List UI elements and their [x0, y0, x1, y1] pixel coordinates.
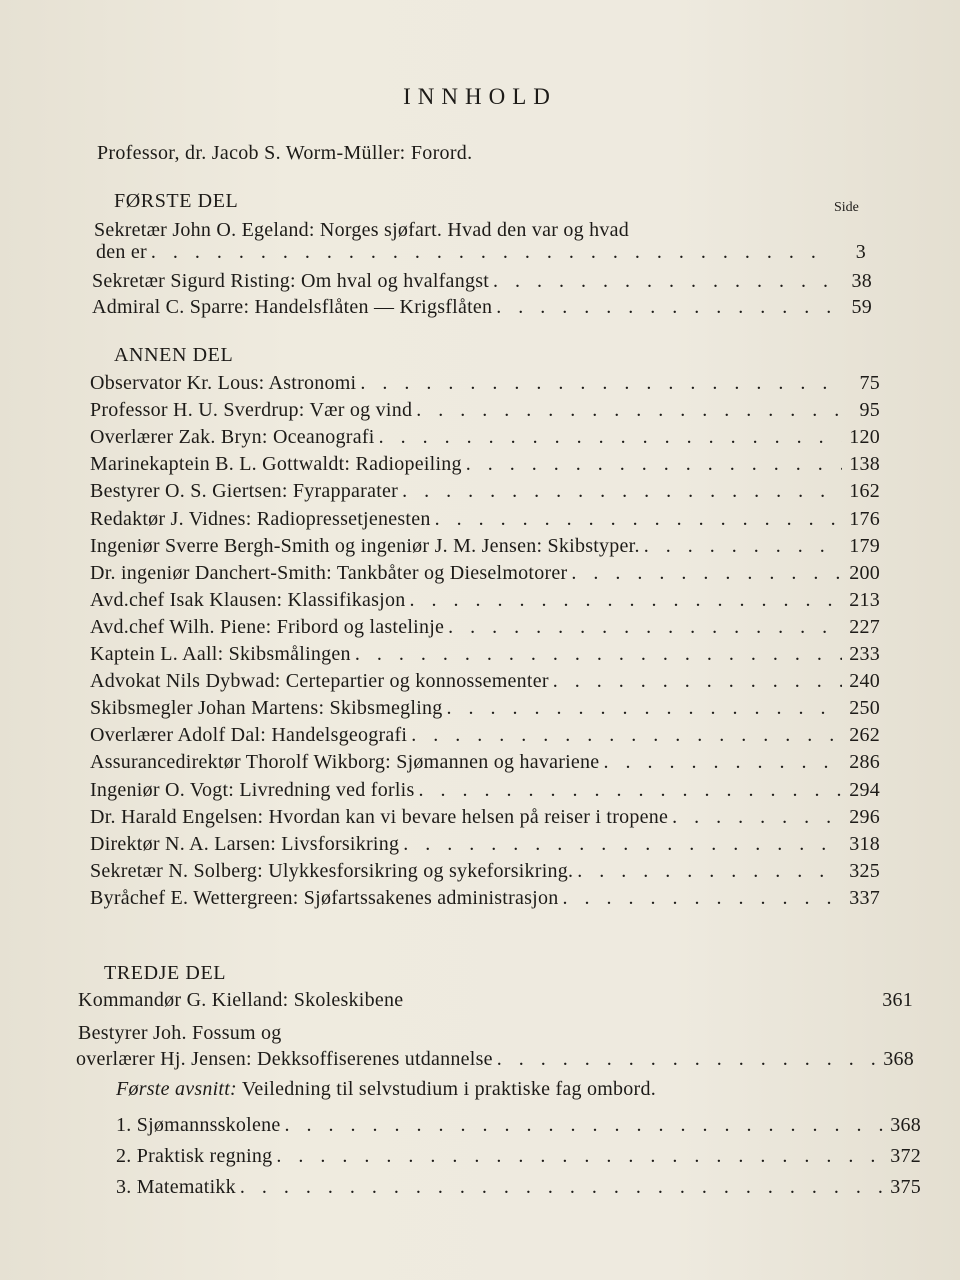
- toc-entry-text: Assurancedirektør Thorolf Wikborg: Sjømannen og havariene: [90, 751, 600, 774]
- toc-entry: [90, 480, 880, 506]
- toc-entry: [90, 806, 880, 832]
- toc-entry-text: Sekretær N. Solberg: Ulykkesforsikring og sykeforsikring.: [90, 859, 574, 882]
- toc-entry-page: 361: [882, 989, 913, 1011]
- toc-entry-text: Bestyrer Joh. Fossum og: [78, 1022, 282, 1044]
- toc-entry: [90, 508, 880, 534]
- dot-leader: [497, 1048, 876, 1071]
- dot-leader: [402, 480, 842, 503]
- toc-entry: [90, 426, 880, 452]
- dot-leader: [672, 806, 842, 829]
- dot-leader: [409, 589, 842, 612]
- section-italic: Første avsnitt:: [116, 1078, 237, 1100]
- toc-entry-page: 294: [849, 778, 880, 801]
- toc-entry-page: 325: [849, 859, 880, 882]
- dot-leader: [448, 616, 842, 639]
- toc-entry-page: 368: [890, 1114, 921, 1136]
- dot-leader: [466, 453, 842, 476]
- dot-leader: [355, 643, 842, 666]
- page-title: INNHOLD: [403, 84, 557, 109]
- toc-entry: [76, 1048, 914, 1074]
- toc-entry: [90, 751, 880, 777]
- dot-leader: [285, 1114, 884, 1137]
- toc-entry-page: 95: [859, 399, 880, 422]
- toc-entry: [96, 241, 866, 267]
- toc-entry-text: Observator Kr. Lous: Astronomi: [90, 372, 357, 394]
- dot-leader: [379, 426, 842, 449]
- toc-entry: [90, 562, 880, 588]
- toc-entry-text: Advokat Nils Dybwad: Certepartier og konnossementer: [90, 670, 549, 693]
- toc-entry-page: 213: [849, 588, 880, 611]
- toc-entry-page: 375: [890, 1176, 921, 1198]
- toc-entry: [90, 535, 880, 561]
- part3-heading: TREDJE DEL: [104, 962, 227, 984]
- toc-entry: [92, 296, 872, 322]
- toc-entry-page: 262: [849, 724, 880, 747]
- toc-entry: [90, 860, 880, 886]
- dot-leader: [447, 697, 842, 720]
- toc-entry-page: 372: [890, 1145, 921, 1167]
- toc-entry: [90, 399, 880, 425]
- toc-entry-text: Dr. ingeniør Danchert-Smith: Tankbåter og Dieselmotorer: [90, 561, 568, 584]
- toc-entry-page: 286: [849, 751, 880, 774]
- toc-entry: [90, 724, 880, 750]
- toc-entry-text: den er: [96, 241, 147, 263]
- toc-entry: [90, 779, 880, 805]
- dot-leader: [571, 562, 842, 585]
- toc-entry-page: 337: [849, 886, 880, 909]
- toc-entry: [90, 670, 880, 696]
- dot-leader: [276, 1145, 883, 1168]
- toc-entry-page: 318: [849, 832, 880, 855]
- toc-entry-text: Ingeniør Sverre Bergh-Smith og ingeniør J. M. Jensen: Skibstyper.: [90, 534, 640, 557]
- dot-leader: [644, 535, 842, 558]
- toc-entry-text: Avd.chef Wilh. Piene: Fribord og lastelinje: [90, 615, 445, 638]
- foreword-line: Professor, dr. Jacob S. Worm-Müller: Forord.: [97, 142, 473, 164]
- toc-entry-text: Direktør N. A. Larsen: Livsforsikring: [90, 832, 400, 855]
- toc-entry-page: 38: [851, 270, 872, 292]
- section-heading: [116, 1078, 656, 1101]
- toc-entry-page: 59: [851, 296, 872, 318]
- section-text: Veiledning til selvstudium i praktiske fag ombord.: [236, 1078, 656, 1100]
- toc-entry-page: 3: [855, 241, 866, 263]
- toc-entry-text: Kommandør G. Kielland: Skoleskibene: [78, 989, 404, 1011]
- toc-entry-page: 233: [849, 643, 880, 665]
- dot-leader: [603, 751, 842, 774]
- toc-entry-page: 176: [849, 507, 880, 530]
- toc-entry-text: Redaktør J. Vidnes: Radiopressetjenesten: [90, 507, 431, 530]
- toc-entry-page: 120: [849, 426, 880, 449]
- toc-entry: [90, 453, 880, 479]
- toc-entry: [90, 616, 880, 642]
- toc-subentry: [116, 1145, 921, 1171]
- toc-entry-text: Dr. Harald Engelsen: Hvordan kan vi bevare helsen på reiser i tropene: [90, 805, 669, 828]
- toc-entry: [90, 833, 880, 859]
- toc-entry-page: 250: [849, 697, 880, 720]
- toc-entry-text: 1. Sjømannsskolene: [116, 1114, 281, 1136]
- toc-entry-page: 296: [849, 805, 880, 828]
- toc-entry-text: Marinekaptein B. L. Gottwaldt: Radiopeiling: [90, 453, 462, 476]
- dot-leader: [403, 833, 842, 856]
- toc-entry: [90, 643, 880, 669]
- dot-leader: [411, 724, 842, 747]
- side-label: Side: [834, 200, 859, 215]
- dot-leader: [419, 779, 842, 802]
- dot-leader: [360, 372, 842, 395]
- toc-entry-text: Byråchef E. Wettergreen: Sjøfartssakenes administrasjon: [90, 886, 559, 909]
- toc-entry-text: Sekretær Sigurd Risting: Om hval og hvalfangst: [92, 270, 490, 292]
- toc-entry-page: 227: [849, 615, 880, 638]
- toc-entry: [78, 989, 913, 1015]
- toc-subentry: [116, 1114, 921, 1140]
- toc-entry-text: Skibsmegler Johan Martens: Skibsmegling: [90, 697, 443, 720]
- toc-entry: [90, 887, 880, 913]
- toc-entry-page: 162: [849, 480, 880, 503]
- toc-entry: [90, 589, 880, 615]
- toc-entry-page: 240: [849, 670, 880, 693]
- dot-leader: [496, 296, 834, 319]
- toc-entry-text: Avd.chef Isak Klausen: Klassifikasjon: [90, 588, 406, 611]
- dot-leader: [416, 399, 842, 422]
- dot-leader: [151, 241, 828, 264]
- toc-entry: [90, 697, 880, 723]
- toc-entry-page: 75: [859, 372, 880, 394]
- toc-entry-text: Ingeniør O. Vogt: Livredning ved forlis: [90, 778, 415, 801]
- toc-entry-page: 368: [883, 1048, 914, 1070]
- toc-entry: [90, 372, 880, 398]
- toc-entry-text: Professor H. U. Sverdrup: Vær og vind: [90, 399, 413, 422]
- part2-heading: ANNEN DEL: [114, 344, 234, 366]
- toc-entry-text: overlærer Hj. Jensen: Dekksoffiserenes utdannelse: [76, 1048, 493, 1070]
- toc-entry-text: Admiral C. Sparre: Handelsflåten — Krigsflåten: [92, 296, 493, 318]
- toc-subentry: [116, 1176, 921, 1202]
- toc-entry-text: Overlærer Adolf Dal: Handelsgeografi: [90, 724, 408, 747]
- toc-entry-text: Sekretær John O. Egeland: Norges sjøfart. Hvad den var og hvad: [94, 219, 630, 241]
- toc-entry-text: 3. Matematikk: [116, 1176, 236, 1198]
- dot-leader: [435, 508, 842, 531]
- part1-heading: FØRSTE DEL: [114, 190, 239, 212]
- toc-entry-page: 138: [849, 453, 880, 476]
- dot-leader: [240, 1176, 883, 1199]
- toc-entry-page: 179: [849, 534, 880, 557]
- dot-leader: [553, 670, 842, 693]
- dot-leader: [563, 887, 843, 910]
- toc-entry-text: Kaptein L. Aall: Skibsmålingen: [90, 643, 351, 665]
- dot-leader: [577, 860, 842, 883]
- toc-entry-text: Bestyrer O. S. Giertsen: Fyrapparater: [90, 480, 399, 503]
- toc-entry-page: 200: [849, 561, 880, 584]
- toc-entry: [92, 270, 872, 296]
- toc-entry-text: 2. Praktisk regning: [116, 1145, 273, 1167]
- dot-leader: [493, 270, 834, 293]
- toc-entry-text: Overlærer Zak. Bryn: Oceanografi: [90, 426, 375, 449]
